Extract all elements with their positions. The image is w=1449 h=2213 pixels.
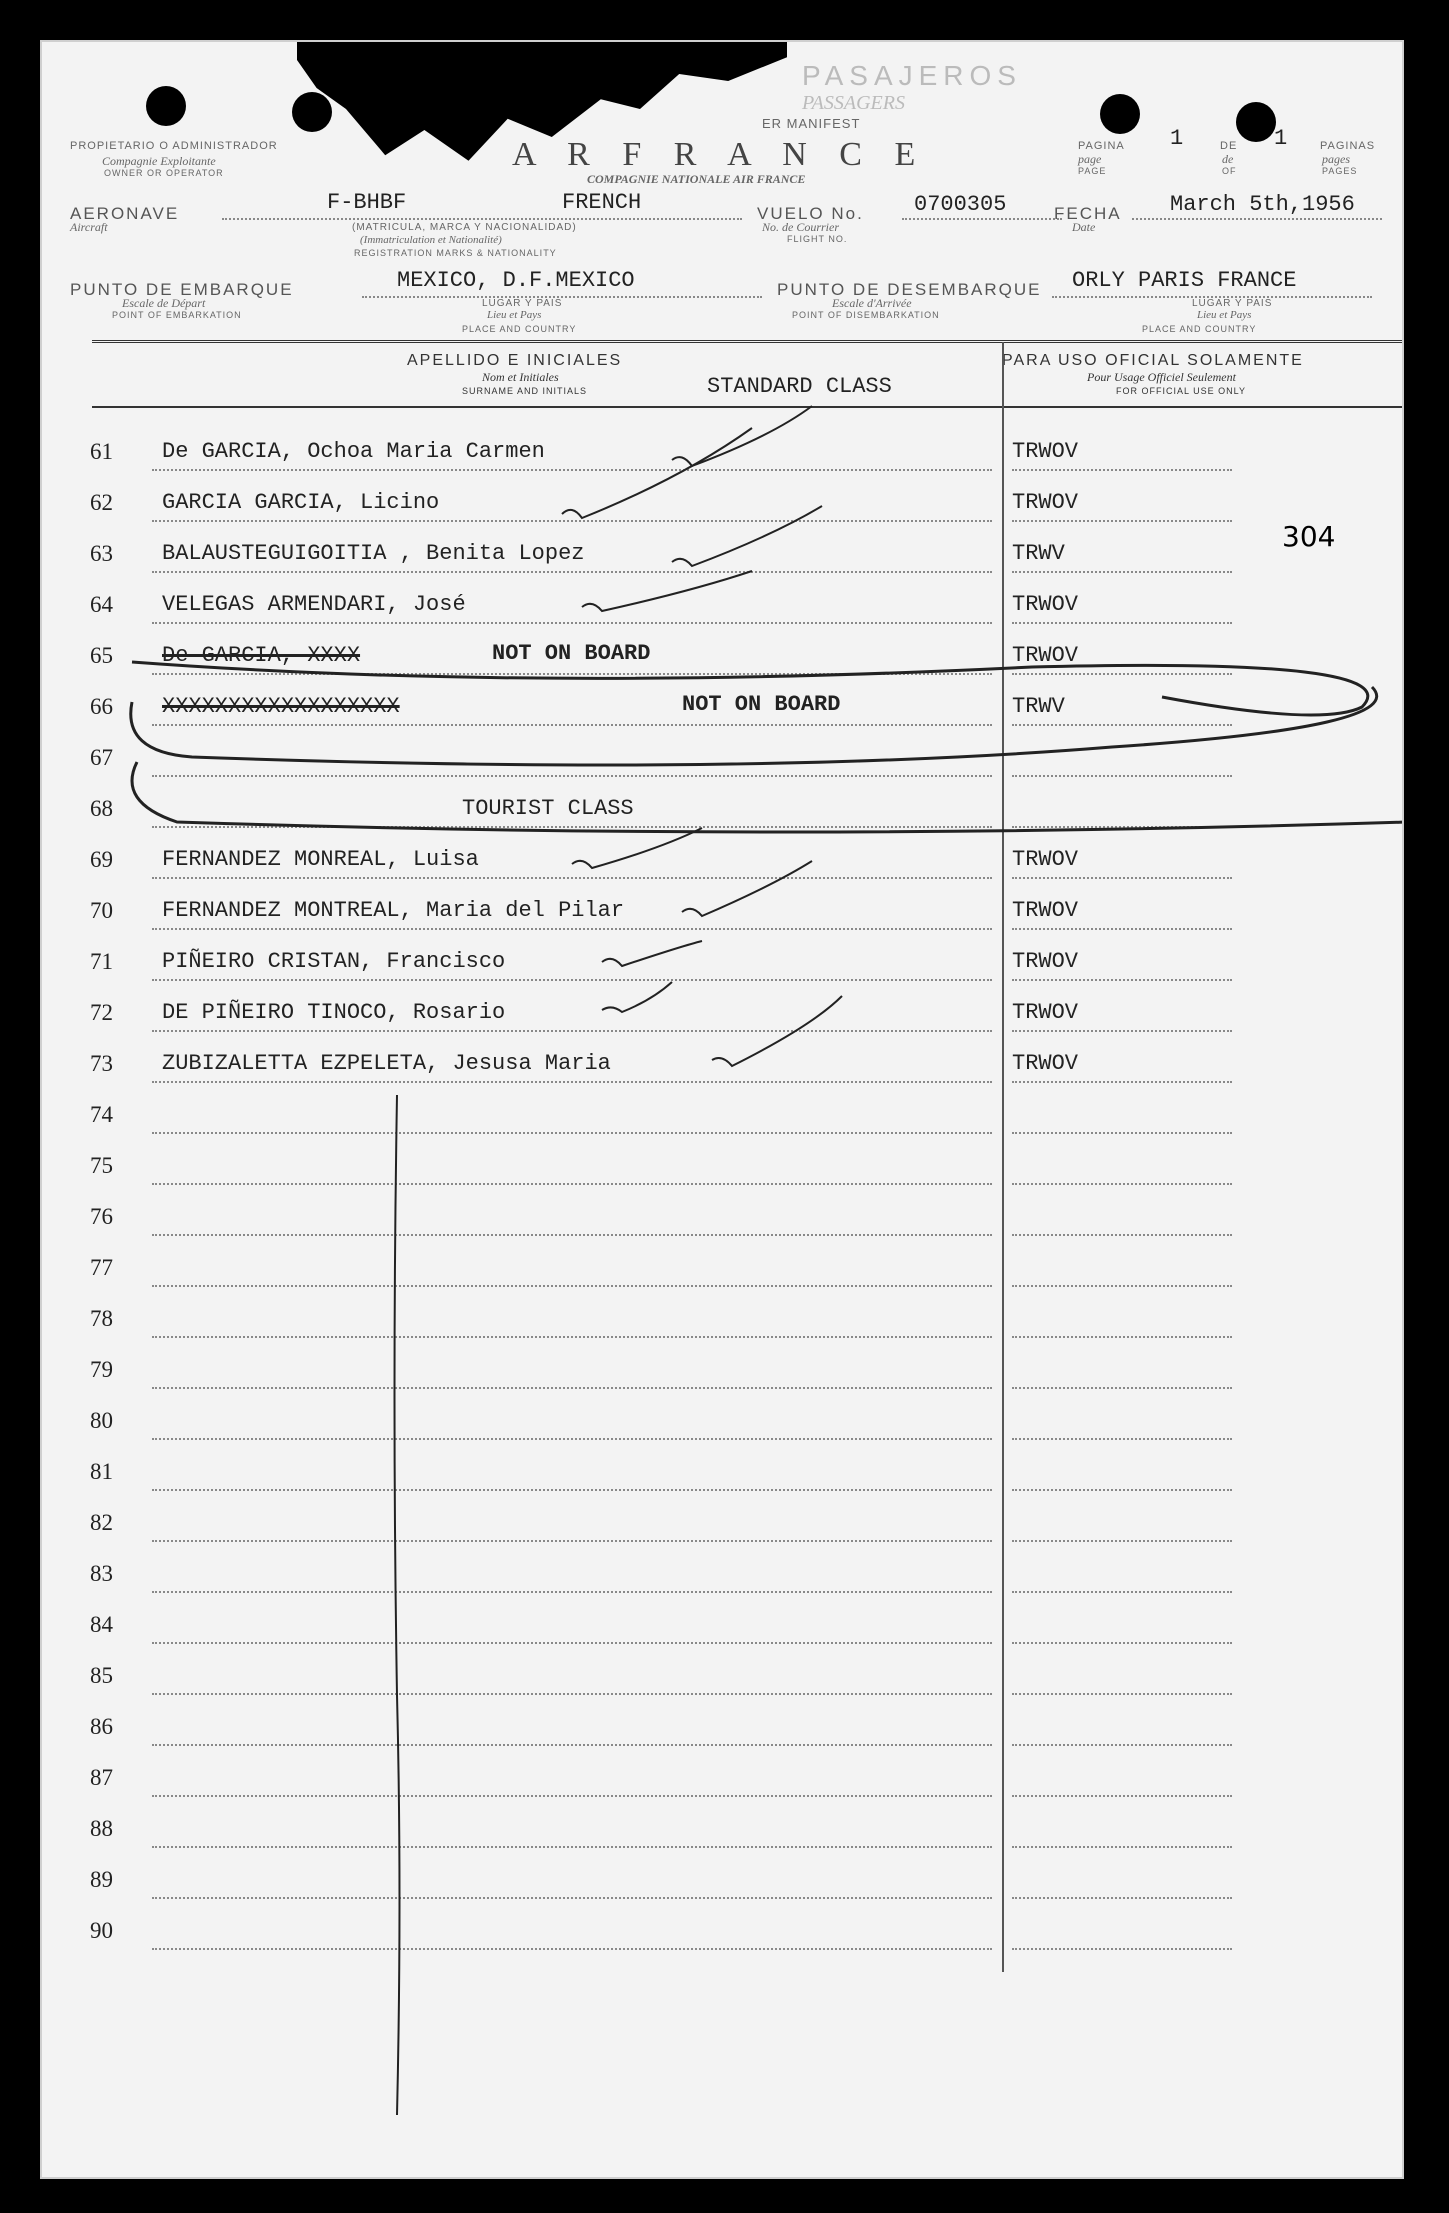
pages-label-en: PAGES xyxy=(1322,166,1358,176)
row-number: 74 xyxy=(90,1102,113,1127)
registration-label-en: REGISTRATION MARKS & NATIONALITY xyxy=(354,248,557,258)
row-number: 82 xyxy=(90,1510,113,1535)
aircraft-nationality: FRENCH xyxy=(562,190,642,215)
embarkation-label-en: POINT OF EMBARKATION xyxy=(112,310,242,320)
row-number: 72 xyxy=(90,1000,113,1025)
row-number: 75 xyxy=(90,1153,113,1178)
checkmark-71 xyxy=(602,941,702,966)
owner-label-es: PROPIETARIO O ADMINISTRADOR xyxy=(70,140,278,152)
passenger-name: PIÑEIRO CRISTAN, Francisco xyxy=(162,949,506,974)
disembarkation-sub-es: LUGAR Y PAIS xyxy=(1192,298,1273,309)
manifest-date: March 5th,1956 xyxy=(1170,192,1355,217)
aircraft-label: AERONAVE xyxy=(70,204,180,223)
disembarkation-label-en: POINT OF DISEMBARKATION xyxy=(792,310,940,320)
row-number: 62 xyxy=(90,490,113,515)
official-code: TRWOV xyxy=(1012,439,1079,464)
official-code: TRWOV xyxy=(1012,592,1079,617)
row-number: 80 xyxy=(90,1408,113,1433)
not-on-board-note: NOT ON BOARD xyxy=(492,641,651,666)
date-label-fr: Date xyxy=(1072,220,1096,234)
row-number: 79 xyxy=(90,1357,113,1382)
official-code: TRWOV xyxy=(1012,490,1079,515)
checkmark-69 xyxy=(572,828,702,868)
embarkation-sub-en: PLACE AND COUNTRY xyxy=(462,324,577,334)
title-french: PASSAGERS xyxy=(802,92,905,114)
row-number: 76 xyxy=(90,1204,113,1229)
disembarkation-sub-fr: Lieu et Pays xyxy=(1197,309,1252,321)
of-label-en: OF xyxy=(1222,166,1237,176)
checkmark-73 xyxy=(712,996,842,1066)
title-spanish: PASAJEROS xyxy=(802,60,1022,91)
airline-name: A R F R A N C E xyxy=(512,136,928,173)
passenger-name: ZUBIZALETTA EZPELETA, Jesusa Maria xyxy=(162,1051,611,1076)
of-label-fr: de xyxy=(1222,152,1234,166)
row-number: 61 xyxy=(90,439,113,464)
passenger-name: FERNANDEZ MONTREAL, Maria del Pilar xyxy=(162,898,625,923)
checkmark-64 xyxy=(582,571,752,611)
passenger-name: De GARCIA, Ochoa Maria Carmen xyxy=(162,439,545,464)
row-number: 87 xyxy=(90,1765,113,1790)
official-code: TRWV xyxy=(1012,694,1065,719)
passenger-name: De GARCIA, XXXX xyxy=(162,643,361,668)
row-number: 88 xyxy=(90,1816,113,1841)
strike-swirl-65 xyxy=(132,662,1368,715)
page-label-en: PAGE xyxy=(1078,166,1107,176)
official-column-header: PARA USO OFICIAL SOLAMENTE xyxy=(1002,352,1304,369)
official-code: TRWOV xyxy=(1012,643,1079,668)
row-number: 70 xyxy=(90,898,113,923)
disembarkation-sub-en: PLACE AND COUNTRY xyxy=(1142,324,1257,334)
row-number: 68 xyxy=(90,796,113,821)
row-number: 73 xyxy=(90,1051,113,1076)
page-label-fr: page xyxy=(1078,152,1102,166)
registration-label-fr: (Immatriculation et Nationalité) xyxy=(360,234,502,246)
row-number: 78 xyxy=(90,1306,113,1331)
row-number: 81 xyxy=(90,1459,113,1484)
flight-label-fr: No. de Courrier xyxy=(762,220,840,234)
official-column-header-en: FOR OFFICIAL USE ONLY xyxy=(1116,386,1247,396)
aircraft-registration: F-BHBF xyxy=(327,190,407,215)
official-code: TRWV xyxy=(1012,541,1065,566)
official-code: TRWOV xyxy=(1012,949,1079,974)
date-label: FECHA xyxy=(1054,204,1122,223)
row-number: 69 xyxy=(90,847,113,872)
pages-label-fr: pages xyxy=(1322,152,1350,166)
row-number: 86 xyxy=(90,1714,113,1739)
page-number: 1 xyxy=(1170,126,1184,151)
passenger-name: GARCIA GARCIA, Licino xyxy=(162,490,440,515)
official-code: TRWOV xyxy=(1012,1000,1079,1025)
checkmark-63 xyxy=(672,506,822,566)
official-code: TRWOV xyxy=(1012,898,1079,923)
official-code: TRWOV xyxy=(1012,847,1079,872)
page-label-es: PAGINA xyxy=(1078,140,1125,152)
tourist-class-heading: TOURIST CLASS xyxy=(462,796,634,821)
passenger-name: BALAUSTEGUIGOITIA , Benita Lopez xyxy=(162,541,585,566)
name-column-header-fr: Nom et Initiales xyxy=(482,370,559,384)
owner-label-en: OWNER OR OPERATOR xyxy=(104,168,224,178)
embarkation-label: PUNTO DE EMBARQUE xyxy=(70,280,294,299)
name-column-header-en: SURNAME AND INITIALS xyxy=(462,386,588,396)
manifest-sheet xyxy=(40,40,1404,2179)
standard-class-heading: STANDARD CLASS xyxy=(707,374,892,399)
stamp-number: 304 xyxy=(1282,520,1336,553)
embarkation-label-fr: Escale de Départ xyxy=(122,296,206,310)
official-column-header-fr: Pour Usage Officiel Seulement xyxy=(1087,370,1236,384)
flight-label: VUELO No. xyxy=(757,204,864,223)
vertical-line xyxy=(395,1095,400,2115)
handwritten-marks xyxy=(42,42,1402,2177)
official-code: TRWOV xyxy=(1012,1051,1079,1076)
row-number: 71 xyxy=(90,949,113,974)
row-number: 67 xyxy=(90,745,113,770)
passenger-name: VELEGAS ARMENDARI, José xyxy=(162,592,466,617)
row-number: 64 xyxy=(90,592,113,617)
airline-subtitle: COMPAGNIE NATIONALE AIR FRANCE xyxy=(587,172,806,186)
passenger-name: XXXXXXXXXXXXXXXXXX xyxy=(162,694,400,719)
of-label-es: DE xyxy=(1220,140,1238,152)
row-number: 65 xyxy=(90,643,113,668)
flight-label-en: FLIGHT NO. xyxy=(787,234,848,244)
passenger-name: DE PIÑEIRO TINOCO, Rosario xyxy=(162,1000,506,1025)
strike-swirl-67 xyxy=(132,762,1402,832)
row-number: 77 xyxy=(90,1255,113,1280)
page-total: 1 xyxy=(1274,126,1288,151)
embarkation-value: MEXICO, D.F.MEXICO xyxy=(397,268,635,293)
checkmark-70 xyxy=(682,861,812,916)
checkmark-72 xyxy=(602,982,672,1012)
row-number: 66 xyxy=(90,694,113,719)
owner-label-fr: Compagnie Exploitante xyxy=(102,154,216,168)
row-number: 89 xyxy=(90,1867,113,1892)
disembarkation-value: ORLY PARIS FRANCE xyxy=(1072,268,1297,293)
aircraft-label-fr: Aircraft xyxy=(70,220,108,234)
embarkation-sub-fr: Lieu et Pays xyxy=(487,309,542,321)
embarkation-sub-es: LUGAR Y PAIS xyxy=(482,298,563,309)
disembarkation-label-fr: Escale d'Arrivée xyxy=(832,296,912,310)
title-english: ER MANIFEST xyxy=(762,116,861,131)
flight-number: 0700305 xyxy=(914,192,1007,217)
row-number: 83 xyxy=(90,1561,113,1586)
pages-label-es: PAGINAS xyxy=(1320,140,1376,152)
strike-swirl-66 xyxy=(131,687,1377,765)
name-column-header: APELLIDO E INICIALES xyxy=(407,352,623,369)
disembarkation-label: PUNTO DE DESEMBARQUE xyxy=(777,280,1042,299)
row-number: 84 xyxy=(90,1612,113,1637)
passenger-name: FERNANDEZ MONREAL, Luisa xyxy=(162,847,479,872)
checkmark-62 xyxy=(562,428,752,518)
row-number: 63 xyxy=(90,541,113,566)
registration-label-es: (MATRICULA, MARCA Y NACIONALIDAD) xyxy=(352,222,577,233)
row-number: 90 xyxy=(90,1918,113,1943)
not-on-board-note: NOT ON BOARD xyxy=(682,692,841,717)
row-number: 85 xyxy=(90,1663,113,1688)
